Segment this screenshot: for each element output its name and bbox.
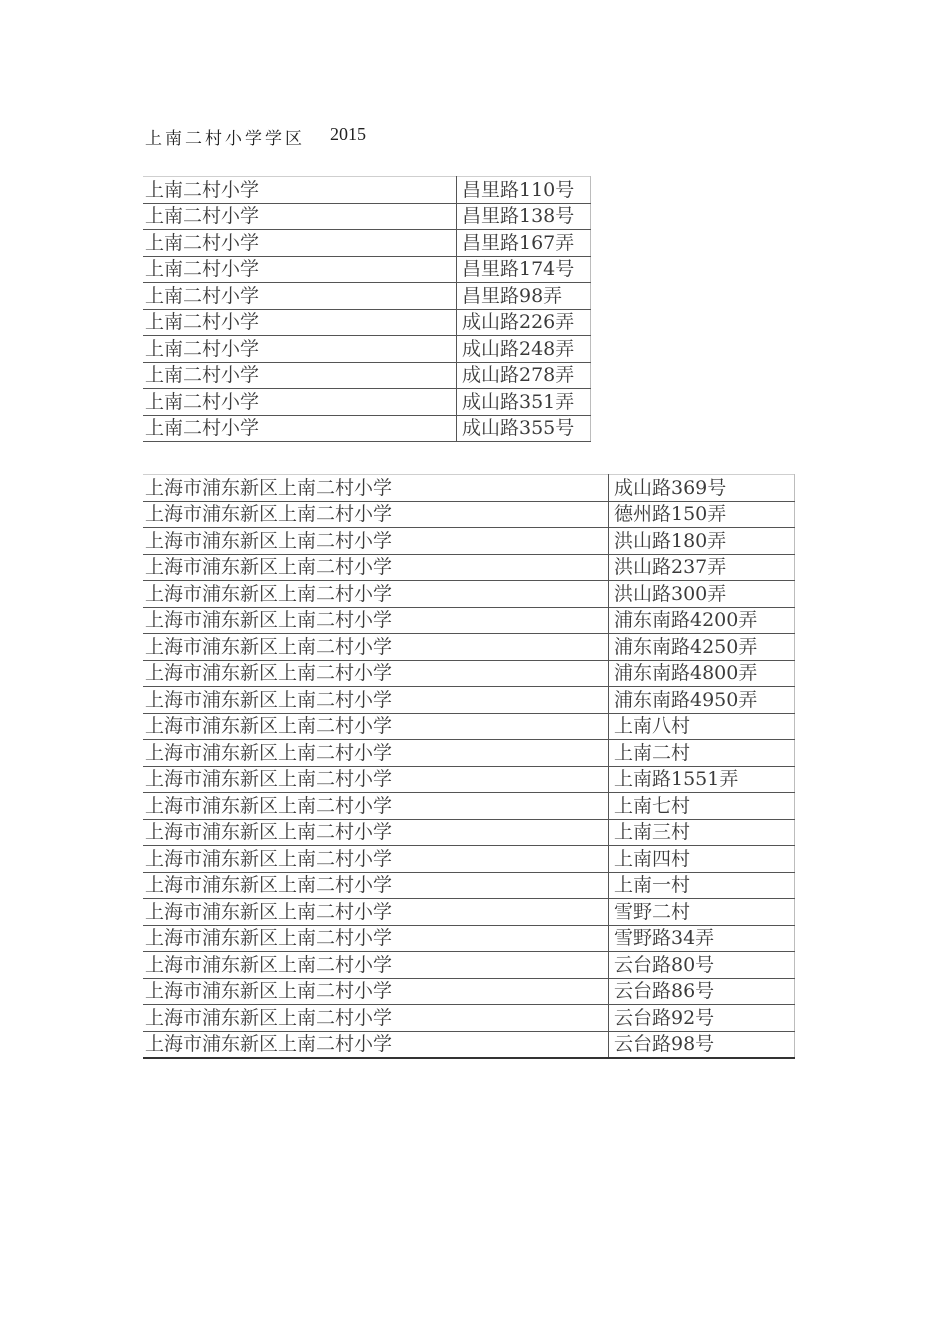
table-row xyxy=(143,793,795,820)
table-row xyxy=(143,203,591,230)
school-name-cell: 上海市浦东新区上南二村小学 xyxy=(143,501,609,528)
school-name-cell: 上海市浦东新区上南二村小学 xyxy=(143,793,609,820)
table-row xyxy=(143,766,795,793)
school-name-cell: 上海市浦东新区上南二村小学 xyxy=(143,819,609,846)
address-cell: 昌里路174号 xyxy=(457,256,591,283)
address-cell: 上南四村 xyxy=(609,846,795,873)
address-cell: 洪山路237弄 xyxy=(609,554,795,581)
table-row xyxy=(143,501,795,528)
school-district-table-1 xyxy=(143,176,591,442)
address-cell: 洪山路180弄 xyxy=(609,528,795,555)
school-name-cell: 上海市浦东新区上南二村小学 xyxy=(143,554,609,581)
address-cell: 成山路248弄 xyxy=(457,336,591,363)
table-row xyxy=(143,713,795,740)
address-cell: 成山路351弄 xyxy=(457,389,591,416)
table-row xyxy=(143,528,795,555)
school-name-cell: 上海市浦东新区上南二村小学 xyxy=(143,978,609,1005)
table-row xyxy=(143,362,591,389)
table-row xyxy=(143,634,795,661)
table-row xyxy=(143,1031,795,1058)
address-cell: 昌里路110号 xyxy=(457,177,591,204)
table-row xyxy=(143,177,591,204)
address-cell: 成山路369号 xyxy=(609,475,795,502)
table-row xyxy=(143,256,591,283)
table-row xyxy=(143,389,591,416)
address-cell: 成山路278弄 xyxy=(457,362,591,389)
table-row xyxy=(143,283,591,310)
address-cell: 浦东南路4250弄 xyxy=(609,634,795,661)
address-cell: 上南七村 xyxy=(609,793,795,820)
address-cell: 雪野路34弄 xyxy=(609,925,795,952)
address-cell: 浦东南路4800弄 xyxy=(609,660,795,687)
school-name-cell: 上海市浦东新区上南二村小学 xyxy=(143,766,609,793)
address-cell: 成山路226弄 xyxy=(457,309,591,336)
school-name-cell: 上海市浦东新区上南二村小学 xyxy=(143,687,609,714)
address-cell: 德州路150弄 xyxy=(609,501,795,528)
table-row xyxy=(143,475,795,502)
school-name-cell: 上海市浦东新区上南二村小学 xyxy=(143,952,609,979)
school-name-cell: 上南二村小学 xyxy=(143,177,457,204)
school-name-cell: 上南二村小学 xyxy=(143,256,457,283)
table-row xyxy=(143,925,795,952)
school-name-cell: 上海市浦东新区上南二村小学 xyxy=(143,899,609,926)
table-row xyxy=(143,607,795,634)
school-name-cell: 上南二村小学 xyxy=(143,309,457,336)
school-name-cell: 上海市浦东新区上南二村小学 xyxy=(143,740,609,767)
table-row xyxy=(143,952,795,979)
address-cell: 上南二村 xyxy=(609,740,795,767)
school-name-cell: 上海市浦东新区上南二村小学 xyxy=(143,846,609,873)
document-title: 上南二村小学学区 xyxy=(145,129,305,149)
school-name-cell: 上海市浦东新区上南二村小学 xyxy=(143,528,609,555)
school-name-cell: 上南二村小学 xyxy=(143,415,457,442)
address-cell: 成山路355号 xyxy=(457,415,591,442)
school-name-cell: 上海市浦东新区上南二村小学 xyxy=(143,1031,609,1058)
address-cell: 昌里路167弄 xyxy=(457,230,591,257)
school-name-cell: 上海市浦东新区上南二村小学 xyxy=(143,872,609,899)
address-cell: 上南三村 xyxy=(609,819,795,846)
table-row xyxy=(143,899,795,926)
document-year: 2015 xyxy=(330,124,366,144)
school-name-cell: 上南二村小学 xyxy=(143,336,457,363)
address-cell: 云台路80号 xyxy=(609,952,795,979)
school-name-cell: 上海市浦东新区上南二村小学 xyxy=(143,634,609,661)
school-name-cell: 上海市浦东新区上南二村小学 xyxy=(143,925,609,952)
table-row xyxy=(143,230,591,257)
school-name-cell: 上海市浦东新区上南二村小学 xyxy=(143,1005,609,1032)
table-row xyxy=(143,846,795,873)
address-cell: 昌里路98弄 xyxy=(457,283,591,310)
table-row xyxy=(143,554,795,581)
table-row xyxy=(143,309,591,336)
address-cell: 上南八村 xyxy=(609,713,795,740)
table-row xyxy=(143,581,795,608)
table-row xyxy=(143,687,795,714)
table-row xyxy=(143,336,591,363)
table-body xyxy=(143,177,591,442)
school-name-cell: 上南二村小学 xyxy=(143,362,457,389)
address-cell: 洪山路300弄 xyxy=(609,581,795,608)
school-name-cell: 上南二村小学 xyxy=(143,283,457,310)
school-name-cell: 上海市浦东新区上南二村小学 xyxy=(143,660,609,687)
table-row xyxy=(143,872,795,899)
table-row xyxy=(143,660,795,687)
table-row xyxy=(143,978,795,1005)
school-name-cell: 上海市浦东新区上南二村小学 xyxy=(143,475,609,502)
school-name-cell: 上海市浦东新区上南二村小学 xyxy=(143,607,609,634)
address-cell: 上南路1551弄 xyxy=(609,766,795,793)
school-name-cell: 上海市浦东新区上南二村小学 xyxy=(143,581,609,608)
address-cell: 云台路86号 xyxy=(609,978,795,1005)
table-body xyxy=(143,475,795,1059)
school-name-cell: 上南二村小学 xyxy=(143,230,457,257)
address-cell: 上南一村 xyxy=(609,872,795,899)
document-header xyxy=(145,124,545,150)
table-row xyxy=(143,415,591,442)
school-name-cell: 上南二村小学 xyxy=(143,203,457,230)
school-district-table-2 xyxy=(143,474,795,1059)
address-cell: 浦东南路4950弄 xyxy=(609,687,795,714)
address-cell: 昌里路138号 xyxy=(457,203,591,230)
address-cell: 浦东南路4200弄 xyxy=(609,607,795,634)
school-name-cell: 上海市浦东新区上南二村小学 xyxy=(143,713,609,740)
address-cell: 云台路98号 xyxy=(609,1031,795,1058)
table-row xyxy=(143,1005,795,1032)
address-cell: 云台路92号 xyxy=(609,1005,795,1032)
school-name-cell: 上南二村小学 xyxy=(143,389,457,416)
table-row xyxy=(143,819,795,846)
address-cell: 雪野二村 xyxy=(609,899,795,926)
table-row xyxy=(143,740,795,767)
